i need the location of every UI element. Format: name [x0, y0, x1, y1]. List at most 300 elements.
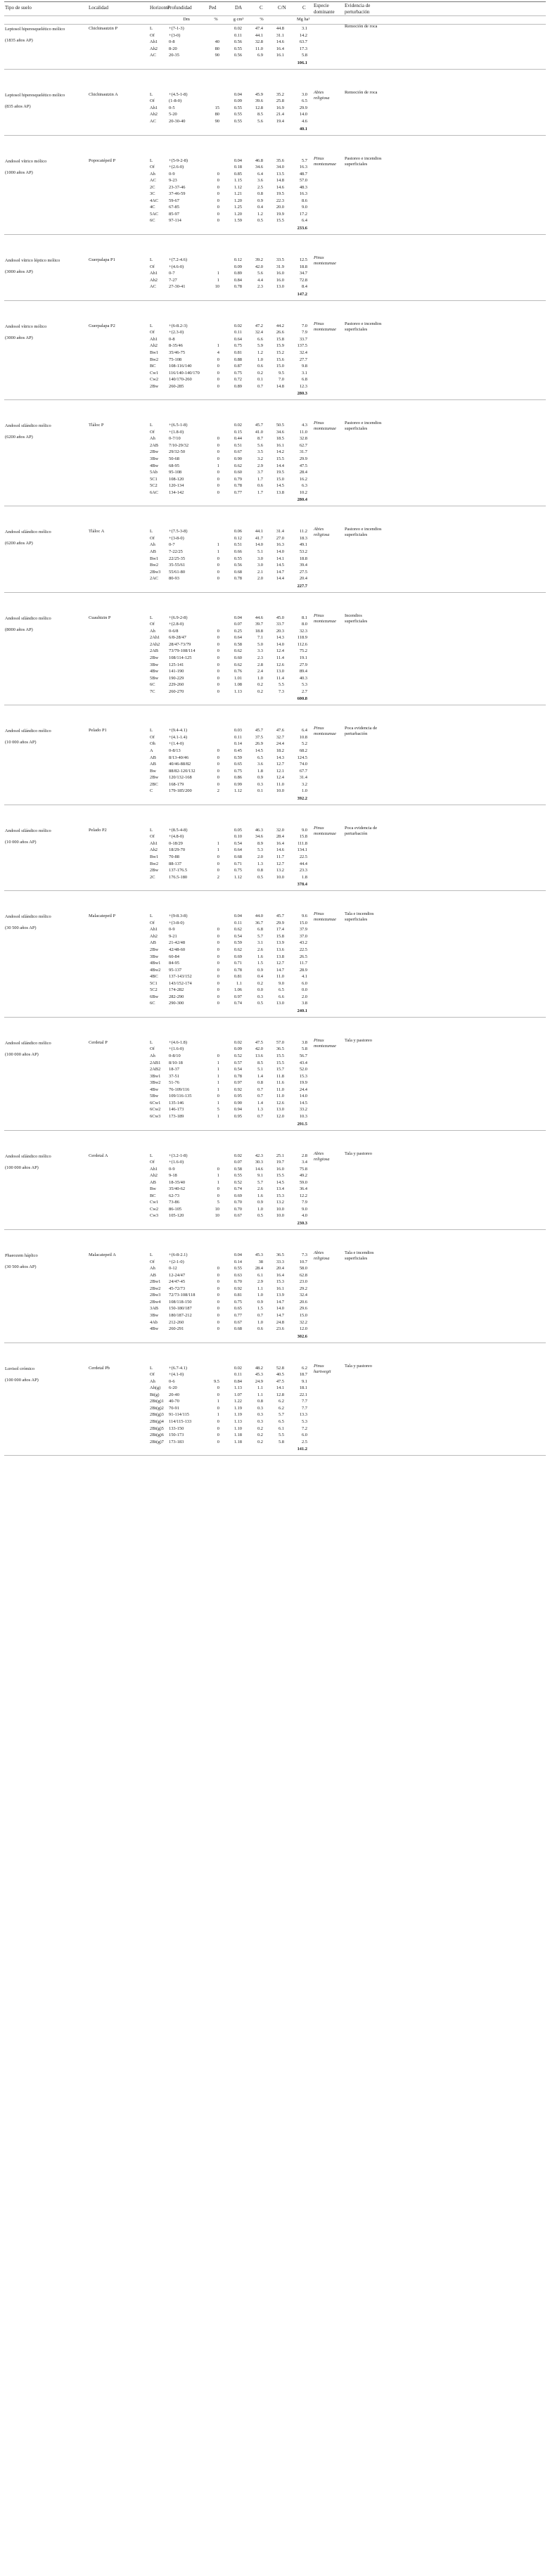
- cn-ratio: 24.8: [276, 1319, 284, 1325]
- cn-ratio: 16.0: [276, 277, 284, 283]
- carbon-stock: 11.7: [300, 961, 307, 966]
- bulk-density: 1.06: [234, 987, 242, 993]
- carbon-stock: 124.5: [297, 755, 307, 760]
- horizon: Ah: [150, 628, 155, 634]
- depth: 12-24/47: [169, 1272, 186, 1278]
- cn-ratio: 10.0: [276, 874, 284, 880]
- dominant-species: Pinus montezumae: [314, 825, 336, 836]
- horizon: C: [150, 788, 153, 794]
- depth: 59-67: [169, 198, 179, 203]
- cn-ratio: 28.4: [276, 834, 284, 840]
- cn-ratio: 29.9: [276, 920, 284, 925]
- cn-ratio: 15.3: [276, 1193, 284, 1198]
- horizon: Bw: [150, 768, 156, 774]
- carbon-percent: 3.2: [257, 456, 263, 461]
- depth: 173-189: [169, 1113, 184, 1119]
- carbon-stock: 14.0: [299, 1094, 307, 1099]
- depth: 18-37: [169, 1067, 179, 1072]
- header-ped: Ped: [209, 5, 217, 11]
- bulk-density: 0.58: [234, 1166, 242, 1172]
- horizon: 2Bw: [150, 383, 159, 389]
- carbon-stock: 18.8: [299, 264, 307, 269]
- bulk-density: 0.87: [234, 364, 242, 369]
- carbon-percent: 2.6: [257, 1186, 263, 1192]
- horizon: Ah: [150, 1053, 155, 1058]
- horizon: 4BC: [150, 974, 158, 980]
- depth: +(6-8.2-3): [169, 323, 188, 328]
- depth: +(6-8-2.1): [169, 1252, 188, 1257]
- header-locality: Localidad: [89, 5, 108, 11]
- carbon-stock: 9.0: [302, 1206, 307, 1212]
- disturbance-evidence: Incendios superficiales: [345, 613, 368, 624]
- bulk-density: 0.55: [234, 46, 242, 51]
- table-rule: [4, 592, 546, 593]
- bulk-density: 0.75: [234, 768, 242, 774]
- bulk-density: 0.60: [234, 470, 242, 475]
- carbon-percent: 3.3: [257, 648, 263, 654]
- soil-type: Luvisol crómico: [5, 1366, 35, 1371]
- ped: 0: [217, 868, 219, 873]
- cn-ratio: 10.0: [276, 788, 284, 794]
- bulk-density: 1.19: [234, 1412, 242, 1418]
- cn-ratio: 5.5: [279, 682, 284, 688]
- ped: 10: [215, 1206, 219, 1212]
- ped: 1: [217, 1179, 219, 1185]
- soil-type: Andosol vítrico mólico: [5, 323, 47, 329]
- carbon-percent: 26.9: [255, 741, 263, 747]
- carbon-percent: 7.1: [257, 635, 263, 641]
- cn-ratio: 13.9: [276, 1293, 284, 1298]
- ped: 0: [217, 1425, 219, 1431]
- bulk-density: 1.07: [234, 1392, 242, 1397]
- soil-type: Andosol silándico mólico: [5, 1040, 51, 1046]
- ped: 0: [217, 1166, 219, 1172]
- depth: +(3-8-0): [169, 535, 184, 541]
- bulk-density: 0.84: [234, 1378, 242, 1384]
- ped: 0: [217, 563, 219, 568]
- ped: 0: [217, 1094, 219, 1099]
- bulk-density: 0.74: [234, 1186, 242, 1192]
- carbon-stock: 3.1: [302, 370, 307, 376]
- carbon-percent: 3.6: [257, 762, 263, 767]
- depth: 75-108: [169, 357, 182, 362]
- carbon-stock: 67.7: [299, 768, 307, 774]
- carbon-stock: 1.0: [302, 788, 307, 794]
- depth: 108-120: [169, 476, 184, 482]
- carbon-stock: 4.3: [302, 423, 307, 428]
- horizon: Bw2: [150, 563, 159, 568]
- carbon-stock: 27.5: [299, 569, 307, 575]
- carbon-percent: 0.0: [257, 987, 263, 993]
- cn-ratio: 13.4: [276, 1186, 284, 1192]
- cn-ratio: 6.2: [279, 1405, 284, 1411]
- bulk-density: 0.56: [234, 39, 242, 45]
- cn-ratio: 6.5: [279, 1419, 284, 1424]
- locality: Popocatépetl P: [89, 158, 116, 163]
- depth: 20-35: [169, 53, 179, 58]
- ped: 80: [215, 112, 219, 117]
- disturbance-evidence: Poca evidencia de perturbación: [345, 825, 378, 836]
- bulk-density: 0.62: [234, 947, 242, 952]
- bulk-density: 0.11: [234, 1372, 242, 1378]
- horizon: L: [150, 158, 153, 163]
- carbon-stock: 17.3: [299, 46, 307, 51]
- soil-type: Phaeozem háplico: [5, 1253, 38, 1258]
- carbon-stock: 15.0: [299, 920, 307, 925]
- depth: +(2.6-0): [169, 165, 184, 170]
- bulk-density: 1.12: [234, 874, 242, 880]
- horizon: 2Bw1: [150, 1279, 161, 1285]
- carbon-percent: 44.1: [255, 529, 263, 534]
- carbon-percent: 46.8: [255, 158, 263, 163]
- cn-ratio: 13.5: [276, 171, 284, 177]
- horizon: 4Ab: [150, 1319, 158, 1325]
- carbon-stock-total: 378.4: [297, 882, 307, 887]
- bulk-density: 0.51: [234, 442, 242, 448]
- soil-age: (3000 años AP): [5, 269, 33, 274]
- carbon-percent: 8.5: [257, 112, 263, 117]
- carbon-percent: 46.3: [255, 827, 263, 833]
- carbon-stock: 7.3: [302, 1252, 307, 1257]
- cn-ratio: 44.8: [276, 26, 284, 31]
- depth: +(6.7-4.1): [169, 1365, 187, 1371]
- carbon-percent: 2.5: [257, 184, 263, 190]
- carbon-stock: 23.0: [299, 1279, 307, 1285]
- carbon-percent: 0.2: [257, 1425, 263, 1431]
- ped: 0: [217, 456, 219, 461]
- bulk-density: 0.71: [234, 961, 242, 966]
- ped: 0: [217, 370, 219, 376]
- ped: 0: [217, 436, 219, 442]
- carbon-stock-total: 291.5: [297, 1121, 307, 1127]
- horizon: Cw2: [150, 1206, 159, 1212]
- cn-ratio: 11.4: [276, 655, 284, 660]
- carbon-stock: 16.3: [299, 165, 307, 170]
- carbon-stock: 18.7: [299, 1372, 307, 1378]
- carbon-percent: 42.0: [255, 264, 263, 269]
- carbon-percent: 32.8: [255, 39, 263, 45]
- depth: 8/13-40/46: [169, 755, 189, 760]
- ped: 0: [217, 357, 219, 362]
- carbon-percent: 0.7: [257, 383, 263, 389]
- carbon-percent: 14.5: [255, 748, 263, 753]
- cn-ratio: 15.5: [276, 1060, 284, 1065]
- ped: 0: [217, 635, 219, 641]
- carbon-percent: 5.6: [257, 442, 263, 448]
- depth: +(6.9-2-8): [169, 615, 188, 620]
- carbon-stock: 5.3: [302, 1419, 307, 1424]
- carbon-percent: 42.3: [255, 1153, 263, 1158]
- cn-ratio: 5.5: [279, 1433, 284, 1438]
- carbon-percent: 1.7: [257, 489, 263, 495]
- ped: 0: [217, 449, 219, 455]
- cn-ratio: 52.8: [276, 1365, 284, 1371]
- table-rule: [4, 24, 546, 25]
- bulk-density: 1.19: [234, 1405, 242, 1411]
- table-rule: [4, 69, 546, 70]
- ped: 0: [217, 1272, 219, 1278]
- cn-ratio: 5.7: [279, 1412, 284, 1418]
- bulk-density: 0.55: [234, 105, 242, 110]
- depth: +(9.4-4.1): [169, 728, 187, 733]
- ped: 0: [217, 768, 219, 774]
- carbon-percent: 2.4: [257, 669, 263, 674]
- carbon-percent: 47.4: [255, 26, 263, 31]
- ped: 1: [217, 1113, 219, 1119]
- carbon-percent: 8.5: [257, 1060, 263, 1065]
- depth: 22/25-35: [169, 556, 186, 561]
- locality: Cerdetal P: [89, 1039, 108, 1045]
- carbon-percent: 1.5: [257, 961, 263, 966]
- depth: 88/82-120/132: [169, 768, 196, 774]
- cn-ratio: 57.0: [276, 1039, 284, 1045]
- carbon-stock: 10.8: [299, 734, 307, 740]
- depth: +(1.4-0): [169, 741, 184, 747]
- ped: 1: [217, 1100, 219, 1106]
- horizon: 2Bw2: [150, 1286, 161, 1291]
- carbon-stock: 12.3: [299, 383, 307, 389]
- depth: +(7.2-4.6): [169, 257, 187, 262]
- table-rule: [4, 234, 546, 235]
- dominant-species: Pinus hartwegii: [314, 1363, 331, 1374]
- depth: 0-9: [169, 1166, 175, 1172]
- cn-ratio: 47.5: [276, 1378, 284, 1384]
- depth: 180/187-212: [169, 1312, 192, 1318]
- horizon: 2Bt(g)7: [150, 1439, 164, 1444]
- carbon-percent: 6.1: [257, 1272, 263, 1278]
- cn-ratio: 15.0: [276, 364, 284, 369]
- carbon-percent: 5.6: [257, 271, 263, 276]
- horizon: 4Bw: [150, 1087, 159, 1092]
- carbon-percent: 8.7: [257, 436, 263, 442]
- horizon: Ah1: [150, 39, 158, 45]
- cn-ratio: 14.0: [276, 1306, 284, 1312]
- carbon-percent: 32.4: [255, 330, 263, 335]
- depth: 0-5: [169, 105, 175, 110]
- carbon-stock: 6.4: [302, 728, 307, 733]
- disturbance-evidence: Remoción de roca: [345, 24, 378, 29]
- ped: 0: [217, 940, 219, 946]
- carbon-stock: 68.2: [299, 748, 307, 753]
- horizon: 3AB: [150, 1306, 159, 1312]
- bulk-density: 0.18: [234, 165, 242, 170]
- horizon: Bw2: [150, 861, 159, 866]
- carbon-percent: 0.7: [257, 1087, 263, 1092]
- carbon-stock: 9.0: [302, 205, 307, 210]
- carbon-stock: 75.8: [299, 1166, 307, 1172]
- horizon: 2Bw: [150, 655, 159, 660]
- carbon-stock: 0.0: [302, 987, 307, 993]
- cn-ratio: 13.0: [276, 669, 284, 674]
- bulk-density: 1.12: [234, 184, 242, 190]
- carbon-percent: 45.3: [255, 1372, 263, 1378]
- carbon-stock: 10.7: [299, 1259, 307, 1264]
- depth: 50-68: [169, 456, 179, 461]
- carbon-percent: 0.2: [257, 980, 263, 986]
- cn-ratio: 13.9: [276, 940, 284, 946]
- depth: 137-176.5: [169, 868, 188, 873]
- horizon: 5C2: [150, 987, 158, 993]
- depth: (1-8-0): [169, 98, 182, 104]
- carbon-percent: 0.3: [257, 1405, 263, 1411]
- bulk-density: 1.18: [234, 1439, 242, 1444]
- ped: 0: [217, 1312, 219, 1318]
- ped: 1: [217, 1399, 219, 1404]
- cn-ratio: 11.0: [276, 781, 284, 787]
- horizon: 6C: [150, 1001, 155, 1006]
- bulk-density: 0.02: [234, 1153, 242, 1158]
- horizon: L: [150, 26, 153, 31]
- cn-ratio: 14.2: [276, 449, 284, 455]
- bulk-density: 0.62: [234, 463, 242, 468]
- depth: 173-183: [169, 1439, 184, 1444]
- carbon-percent: 1.0: [257, 357, 263, 362]
- horizon: Ah: [150, 542, 155, 548]
- horizon: Cw1: [150, 370, 159, 376]
- horizon: 4Bw1: [150, 961, 161, 966]
- horizon: Of: [150, 1259, 155, 1264]
- depth: 120-134: [169, 483, 184, 489]
- ped: 0: [217, 675, 219, 681]
- cn-ratio: 12.1: [276, 768, 284, 774]
- cn-ratio: 27.0: [276, 535, 284, 541]
- horizon: Cw3: [150, 1213, 159, 1219]
- cn-ratio: 25.1: [276, 1153, 284, 1158]
- bulk-density: 0.25: [234, 628, 242, 634]
- horizon: 2AB2: [150, 1067, 161, 1072]
- carbon-stock-total: 147.2: [297, 291, 307, 297]
- horizon: 5Bw: [150, 675, 159, 681]
- carbon-stock-total: 106.1: [297, 60, 307, 65]
- cn-ratio: 14.4: [276, 576, 284, 582]
- depth: +(4.6-1.8): [169, 1039, 187, 1045]
- depth: +(4.6-0): [169, 264, 184, 269]
- carbon-stock: 75.2: [299, 648, 307, 654]
- bulk-density: 0.11: [234, 330, 242, 335]
- depth: 0-6: [169, 1378, 175, 1384]
- carbon-percent: 0.6: [257, 364, 263, 369]
- depth: 260-285: [169, 383, 184, 389]
- bulk-density: 0.68: [234, 1326, 242, 1332]
- horizon: AB: [150, 940, 156, 946]
- cn-ratio: 15.0: [276, 476, 284, 482]
- carbon-percent: 3.6: [257, 178, 263, 184]
- soil-type: Andosol silándico mólico: [5, 530, 51, 535]
- carbon-stock: 3.8: [302, 1001, 307, 1006]
- carbon-percent: 3.0: [257, 563, 263, 568]
- bulk-density: 1.20: [234, 198, 242, 203]
- carbon-percent: 5.1: [257, 1067, 263, 1072]
- horizon: Ah1: [150, 105, 158, 110]
- cn-ratio: 15.5: [276, 1173, 284, 1179]
- bulk-density: 0.70: [234, 1206, 242, 1212]
- bulk-density: 0.84: [234, 277, 242, 283]
- horizon: 4AC: [150, 198, 159, 203]
- horizon: AC: [150, 178, 156, 184]
- carbon-percent: 1.3: [257, 1107, 263, 1113]
- carbon-stock: 29.6: [299, 1306, 307, 1312]
- ped: 0: [217, 442, 219, 448]
- soil-age: (1835 años AP): [5, 38, 33, 43]
- depth: 0-18/29: [169, 840, 183, 846]
- bulk-density: 0.07: [234, 1160, 242, 1165]
- depth: +(3-8-0): [169, 920, 184, 925]
- soil-type: Andosol silándico mólico: [5, 828, 51, 833]
- carbon-stock: 49.2: [299, 1173, 307, 1179]
- cn-ratio: 14.5: [276, 483, 284, 489]
- carbon-percent: 0.1: [257, 377, 263, 383]
- depth: 23-37-46: [169, 184, 186, 190]
- horizon: L: [150, 257, 153, 262]
- cn-ratio: 12.8: [276, 1392, 284, 1397]
- ped: 0: [217, 1326, 219, 1332]
- bulk-density: 0.12: [234, 535, 242, 541]
- ped: 1: [217, 549, 219, 554]
- depth: +(5-9-2-8): [169, 158, 188, 163]
- depth: +(2.8-0): [169, 622, 184, 627]
- ped: 0: [217, 994, 219, 999]
- horizon: Cw2: [150, 377, 159, 383]
- carbon-stock: 14.0: [299, 112, 307, 117]
- cn-ratio: 14.7: [276, 569, 284, 575]
- ped: 0: [217, 1405, 219, 1411]
- carbon-stock: 22.1: [299, 1392, 307, 1397]
- bulk-density: 1.08: [234, 682, 242, 688]
- bulk-density: 0.81: [234, 974, 242, 980]
- horizon: 2Bt(g)6: [150, 1433, 164, 1438]
- carbon-stock: 32.4: [299, 1293, 307, 1298]
- horizon: Ah2: [150, 343, 158, 349]
- carbon-stock: 134.1: [297, 847, 307, 853]
- carbon-stock: 37.0: [299, 933, 307, 939]
- carbon-percent: 3.0: [257, 556, 263, 561]
- carbon-stock: 31.7: [299, 449, 307, 455]
- horizon: Ah1: [150, 927, 158, 933]
- ped: 1: [217, 1412, 219, 1418]
- locality: Guerpalapa P2: [89, 323, 115, 328]
- depth: 179-185/200: [169, 788, 192, 794]
- horizon: L: [150, 914, 153, 919]
- ped: 0: [217, 861, 219, 866]
- carbon-stock-total: 280.3: [297, 391, 307, 397]
- cn-ratio: 12.6: [276, 662, 284, 667]
- cn-ratio: 14.5: [276, 1179, 284, 1185]
- soil-age: (100 000 años AP): [5, 1377, 39, 1383]
- bulk-density: 0.07: [234, 622, 242, 627]
- disturbance-evidence: Tala e incendios superficiales: [345, 1250, 374, 1262]
- cn-ratio: 15.8: [276, 336, 284, 342]
- dominant-species: Abies religiosa: [314, 1151, 330, 1162]
- bulk-density: 0.62: [234, 648, 242, 654]
- bulk-density: 0.69: [234, 954, 242, 959]
- carbon-stock: 44.4: [299, 861, 307, 866]
- cn-ratio: 10.0: [276, 1213, 284, 1219]
- ped: 0: [217, 476, 219, 482]
- ped: 0: [217, 205, 219, 210]
- locality: Guerpalapa P1: [89, 257, 115, 262]
- depth: 9-18: [169, 1173, 177, 1179]
- carbon-percent: 0.3: [257, 781, 263, 787]
- ped: 0: [217, 980, 219, 986]
- bulk-density: 0.68: [234, 854, 242, 859]
- carbon-percent: 30.3: [255, 1160, 263, 1165]
- carbon-stock: 8.4: [302, 284, 307, 290]
- bulk-density: 0.97: [234, 1080, 242, 1086]
- carbon-stock: 20.6: [299, 1299, 307, 1305]
- bulk-density: 0.02: [234, 1365, 242, 1371]
- horizon: A: [150, 748, 153, 753]
- horizon: Ah2: [150, 933, 158, 939]
